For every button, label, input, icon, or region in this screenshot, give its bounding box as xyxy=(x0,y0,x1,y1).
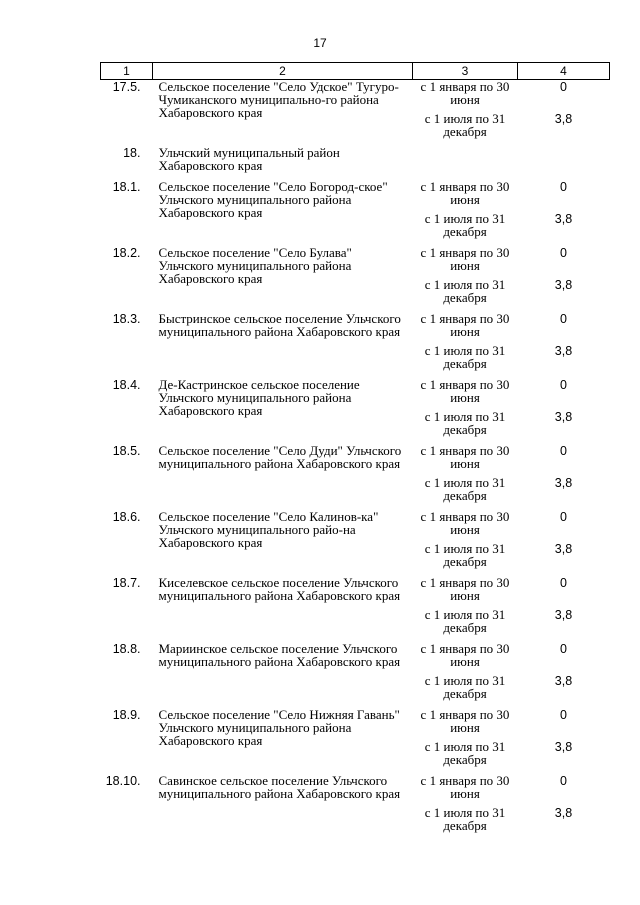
row-number: 18.10. xyxy=(105,774,141,788)
settlement-name: Савинское сельское поселение Ульчского муниципального района Хабаровского края xyxy=(158,773,401,801)
period-cell xyxy=(413,80,518,139)
settlement-name: Сельское поселение "Село Нижняя Гавань" Ульчского муниципального района Хабаровского края xyxy=(158,707,400,748)
period-text: с 1 января по 30 июня xyxy=(420,179,510,207)
period-text: с 1 января по 30 июня xyxy=(420,509,510,537)
settlement-name: Ульчский муниципальный район Хабаровского края xyxy=(158,145,340,173)
value-cell xyxy=(518,246,610,304)
value-text: 0 xyxy=(560,510,567,524)
value-cell xyxy=(518,576,610,634)
period-cell xyxy=(413,246,518,304)
table-header xyxy=(101,63,610,80)
settlement-name: Киселевское сельское поселение Ульчского муниципального района Хабаровского края xyxy=(158,575,401,603)
value-text: 0 xyxy=(560,642,567,656)
table-row xyxy=(101,510,610,568)
period-text: с 1 июля по 31 декабря xyxy=(424,277,506,305)
table-row xyxy=(101,146,610,172)
row-number: 18.3. xyxy=(112,312,141,326)
period-text: с 1 января по 30 июня xyxy=(420,311,510,339)
table-row xyxy=(101,774,610,832)
row-number: 18.8. xyxy=(112,642,141,656)
table-row xyxy=(101,642,610,700)
period-cell xyxy=(413,576,518,634)
value-text: 3,8 xyxy=(554,674,573,688)
value-text: 0 xyxy=(560,246,567,260)
settlement-name: Сельское поселение "Село Удское" Тугуро-Чумиканского муниципально-го района Хабаровского края xyxy=(158,79,399,120)
period-text: с 1 июля по 31 декабря xyxy=(424,607,506,635)
value-cell xyxy=(518,510,610,568)
settlement-name: Сельское поселение "Село Калинов-ка" Ульчского муниципального райо-на Хабаровского края xyxy=(158,509,379,550)
period-cell xyxy=(413,774,518,832)
page-number: 17 xyxy=(313,36,327,50)
settlement-name: Сельское поселение "Село Богород-ское" Ульчского муниципального района Хабаровского края xyxy=(158,179,388,220)
period-cell xyxy=(413,180,518,238)
period-text: с 1 января по 30 июня xyxy=(420,575,510,603)
period-text: с 1 июля по 31 декабря xyxy=(424,805,506,833)
table-row xyxy=(101,180,610,238)
row-number: 18.2. xyxy=(112,246,141,260)
period-text: с 1 июля по 31 декабря xyxy=(424,111,506,139)
period-text: с 1 января по 30 июня xyxy=(420,79,510,107)
value-text: 3,8 xyxy=(554,608,573,622)
value-cell xyxy=(518,444,610,502)
period-cell xyxy=(413,444,518,502)
value-text: 3,8 xyxy=(554,212,573,226)
period-text: с 1 января по 30 июня xyxy=(420,245,510,273)
value-cell xyxy=(518,708,610,766)
value-text: 3,8 xyxy=(554,410,573,424)
value-text: 0 xyxy=(560,312,567,326)
period-text: с 1 января по 30 июня xyxy=(420,443,510,471)
period-cell xyxy=(413,378,518,436)
value-cell xyxy=(518,146,610,172)
row-number: 18.6. xyxy=(112,510,141,524)
header-col-3: 3 xyxy=(413,63,518,80)
table-row xyxy=(101,378,610,436)
value-text: 0 xyxy=(560,576,567,590)
value-text: 3,8 xyxy=(554,542,573,556)
header-col-4: 4 xyxy=(518,63,610,80)
value-text: 3,8 xyxy=(554,112,573,126)
period-cell xyxy=(413,510,518,568)
row-number: 18. xyxy=(123,146,141,160)
value-text: 3,8 xyxy=(554,278,573,292)
period-text: с 1 января по 30 июня xyxy=(420,641,510,669)
period-cell xyxy=(413,146,518,172)
period-text: с 1 января по 30 июня xyxy=(420,377,510,405)
table-row xyxy=(101,312,610,370)
value-text: 3,8 xyxy=(554,806,573,820)
value-text: 0 xyxy=(560,80,567,94)
value-cell xyxy=(518,312,610,370)
value-text: 0 xyxy=(560,180,567,194)
value-text: 0 xyxy=(560,378,567,392)
row-number: 18.4. xyxy=(112,378,141,392)
period-text: с 1 января по 30 июня xyxy=(420,707,510,735)
settlement-name: Сельское поселение "Село Булава" Ульчского муниципального района Хабаровского края xyxy=(158,245,352,286)
period-cell xyxy=(413,642,518,700)
value-cell xyxy=(518,80,610,139)
value-text: 0 xyxy=(560,708,567,722)
value-cell xyxy=(518,774,610,832)
table-row xyxy=(101,576,610,634)
header-col-2: 2 xyxy=(153,63,413,80)
value-text: 3,8 xyxy=(554,740,573,754)
settlement-name: Де-Кастринское сельское поселение Ульчского муниципального района Хабаровского края xyxy=(158,377,360,418)
row-number: 17.5. xyxy=(112,80,141,94)
table-row xyxy=(101,444,610,502)
period-text: с 1 июля по 31 декабря xyxy=(424,409,506,437)
tariff-table xyxy=(100,62,610,832)
table-row xyxy=(101,246,610,304)
period-text: с 1 января по 30 июня xyxy=(420,773,510,801)
header-col-1: 1 xyxy=(101,63,153,80)
settlement-name: Быстринское сельское поселение Ульчского муниципального района Хабаровского края xyxy=(158,311,401,339)
value-text: 0 xyxy=(560,444,567,458)
row-number: 18.9. xyxy=(112,708,141,722)
value-text: 3,8 xyxy=(554,344,573,358)
table-row xyxy=(101,80,610,139)
period-text: с 1 июля по 31 декабря xyxy=(424,541,506,569)
value-cell xyxy=(518,180,610,238)
value-text: 0 xyxy=(560,774,567,788)
settlement-name: Сельское поселение "Село Дуди" Ульчского муниципального района Хабаровского края xyxy=(158,443,402,471)
period-text: с 1 июля по 31 декабря xyxy=(424,475,506,503)
period-text: с 1 июля по 31 декабря xyxy=(424,673,506,701)
table-row xyxy=(101,708,610,766)
period-text: с 1 июля по 31 декабря xyxy=(424,739,506,767)
row-number: 18.1. xyxy=(112,180,141,194)
period-text: с 1 июля по 31 декабря xyxy=(424,343,506,371)
value-cell xyxy=(518,378,610,436)
table-body xyxy=(101,80,610,833)
row-number: 18.7. xyxy=(112,576,141,590)
period-text: с 1 июля по 31 декабря xyxy=(424,211,506,239)
period-cell xyxy=(413,708,518,766)
value-cell xyxy=(518,642,610,700)
period-cell xyxy=(413,312,518,370)
settlement-name: Мариинское сельское поселение Ульчского муниципального района Хабаровского края xyxy=(158,641,401,669)
value-text: 3,8 xyxy=(554,476,573,490)
row-number: 18.5. xyxy=(112,444,141,458)
